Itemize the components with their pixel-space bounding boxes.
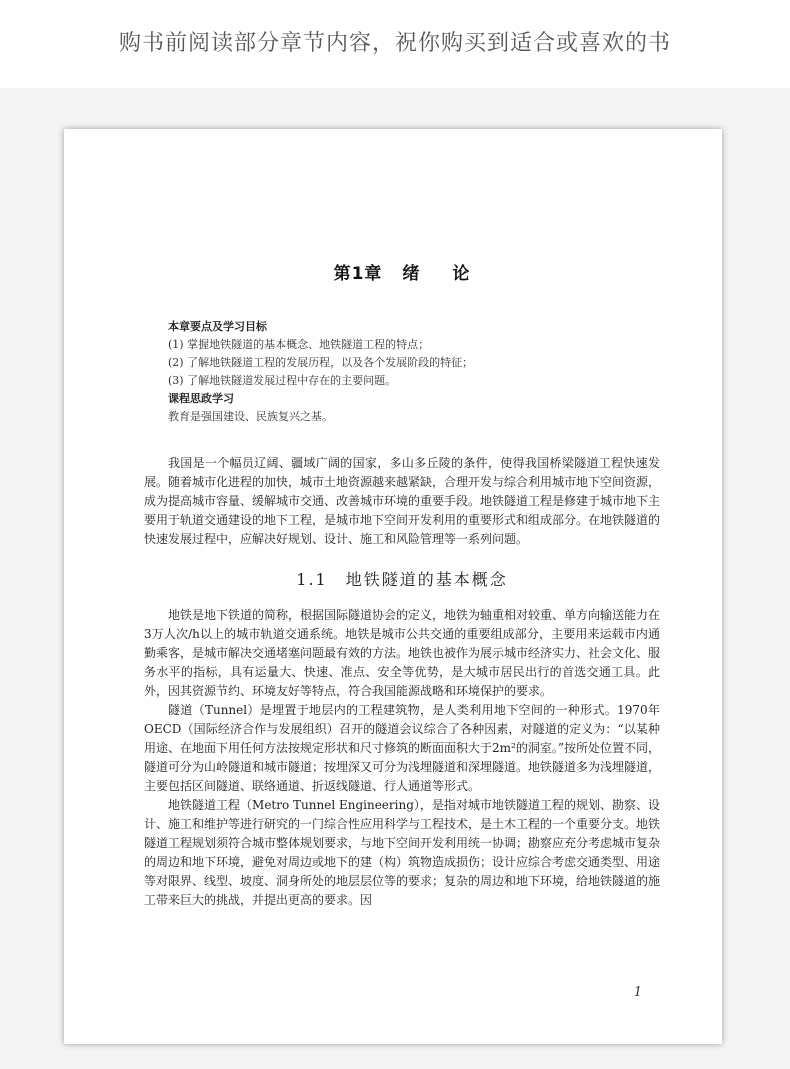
banner-text: 购书前阅读部分章节内容，祝你购买到适合或喜欢的书 — [118, 31, 671, 56]
chapter-title-char-2: 论 — [452, 264, 471, 284]
goal-item: (3) 了解地铁隧道发展过程中存在的主要问题。 — [168, 374, 397, 387]
section-title: 地铁隧道的基本概念 — [345, 570, 508, 589]
book-page — [64, 129, 722, 1044]
goal-item: (1) 掌握地铁隧道的基本概念、地铁隧道工程的特点； — [168, 338, 430, 351]
section-number: 1.1 — [296, 570, 328, 589]
goals-heading: 本章要点及学习目标 — [168, 320, 267, 333]
course-text: 教育是强国建设、民族复兴之基。 — [168, 410, 333, 423]
chapter-title — [144, 259, 660, 284]
body-paragraph: 地铁是地下铁道的简称，根据国际隧道协会的定义，地铁为轴重相对较重、单方向输送能力在3万人次/h以上的城市轨道交通系统。地铁是城市公共交通的重要组成部分，主要用来运载市内通勤乘客，是城市解决交通堵塞问题最有效的方法。地铁也被作为展示城市经济实力、社会文化、服务水平的指标，具有运量大、快速、准点、安全等优势，是大城市居民出行的首选交通工具。此外，因其资源节约、环境友好等特点，符合我国能源战略和环境保护的要求。 — [144, 608, 661, 698]
chapter-title-char-1: 绪 — [402, 264, 421, 284]
intro-paragraph: 我国是一个幅员辽阔、疆域广阔的国家，多山多丘陵的条件，使得我国桥梁隧道工程快速发展。随着城市化进程的加快，城市土地资源越来越紧缺，合理开发与综合利用城市地下空间资源，成为提高城市容量、缓解城市交通、改善城市环境的重要手段。地铁隧道工程是修建于城市地下主要用于轨道交通建设的地下工程，是城市地下空间开发利用的重要形式和组成部分。在地铁隧道的快速发展过程中，应解决好规划、设计、施工和风险管理等一系列问题。 — [144, 456, 661, 546]
section-heading — [144, 567, 660, 590]
page-number: 1 — [633, 985, 642, 1000]
body-paragraph: 隧道（Tunnel）是埋置于地层内的工程建筑物，是人类利用地下空间的一种形式。1970年OECD（国际经济合作与发展组织）召开的隧道会议综合了各种因素，对隧道的定义为：“以某种用途、在地面下用任何方法按规定形状和尺寸修筑的断面面积大于2m²的洞室。”按所处位置不同，隧道可分为山岭隧道和城市隧道；按埋深又可分为浅埋隧道和深埋隧道。地铁隧道多为浅埋隧道，主要包括区间隧道、联络通道、折返线隧道、行人通道等形式。 — [144, 703, 661, 793]
course-heading: 课程思政学习 — [168, 392, 234, 405]
chapter-label: 第1章 — [333, 264, 383, 284]
learning-goals — [144, 318, 660, 426]
goal-item: (2) 了解地铁隧道工程的发展历程，以及各个发展阶段的特征； — [168, 356, 474, 369]
body-paragraph: 地铁隧道工程（Metro Tunnel Engineering），是指对城市地铁隧道工程的规划、勘察、设计、施工和维护等进行研究的一门综合性应用科学与工程技术，是土木工程的一个重要分支。地铁隧道工程规划须符合城市整体规划要求，与地下空间开发利用统一协调；勘察应充分考虑城市复杂的周边和地下环境，避免对周边或地下的建（构）筑物造成损伤；设计应综合考虑交通类型、用途等对限界、线型、坡度、洞身所处的地层层位等的要求；复杂的周边和地下环境，给地铁隧道的施工带来巨大的挑战，并提出更高的要求。因 — [144, 798, 661, 907]
